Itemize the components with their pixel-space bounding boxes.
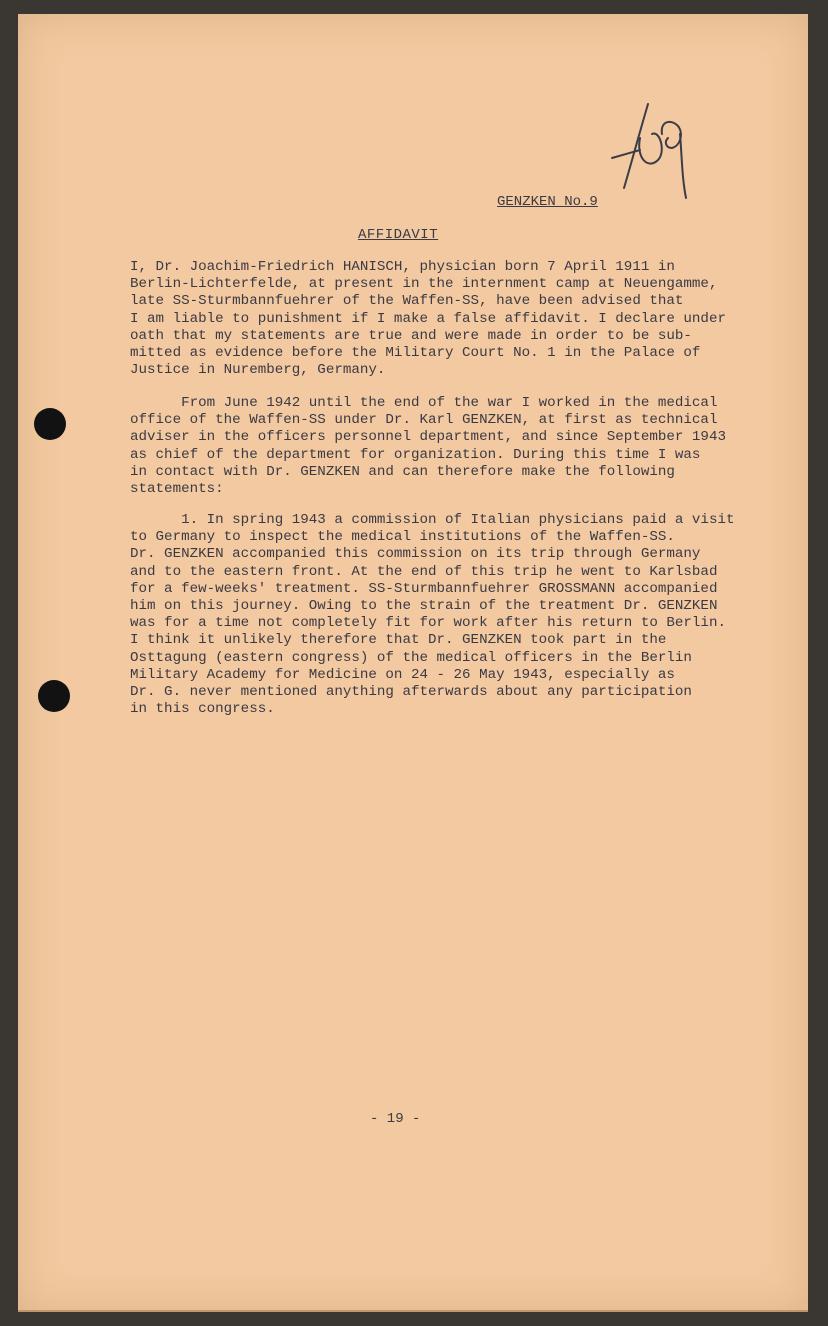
document-title: AFFIDAVIT <box>358 227 439 243</box>
document-reference: GENZKEN No.9 <box>497 194 598 210</box>
paragraph-statement-1: 1. In spring 1943 a commission of Italian physicians paid a visit to Germany to inspect the medical institutions of the Waffen-SS. Dr. GENZKEN accompanied this commission on its trip through Germany and to the eastern front. At the end of this trip he went to Karlsbad for a few-weeks' treatment. SS-Sturmbannfuehrer GROSSMANN accompanied him on this journey. Owing to the strain of the treatment Dr. GENZKEN was for a time not completely fit for work after his return to Berlin. I think it unlikely therefore that Dr. GENZKEN took part in the Osttagung (eastern congress) of the medical officers in the Berlin Military Academy for Medicine on 24 - 26 May 1943, especially as Dr. G. never mentioned anything afterwards about any participation in this congress. <box>130 512 735 718</box>
handwritten-page-number <box>608 98 698 208</box>
punch-hole <box>34 408 66 440</box>
paragraph-employment: From June 1942 until the end of the war I worked in the medical office of the Waffen-SS under Dr. Karl GENZKEN, at first as technical adviser in the officers personnel department, and since September 1943 as chief of the department for organization. During this time I was in contact with Dr. GENZKEN and can therefore make the following statements: <box>130 395 726 498</box>
paragraph-declaration: I, Dr. Joachim-Friedrich HANISCH, physician born 7 April 1911 in Berlin-Lichterfelde, at present in the internment camp at Neuengamme, late SS-Sturmbannfuehrer of the Waffen-SS, have been advised that I am liable to punishment if I make a false affidavit. I declare under oath that my statements are true and were made in order to be sub- mitted as evidence before the Military Court No. 1 in the Palace of Justice in Nuremberg, Germany. <box>130 259 726 379</box>
page-edge-divider <box>18 1310 808 1312</box>
document-page <box>18 14 808 1312</box>
punch-hole <box>38 680 70 712</box>
page-number: - 19 - <box>370 1111 421 1127</box>
